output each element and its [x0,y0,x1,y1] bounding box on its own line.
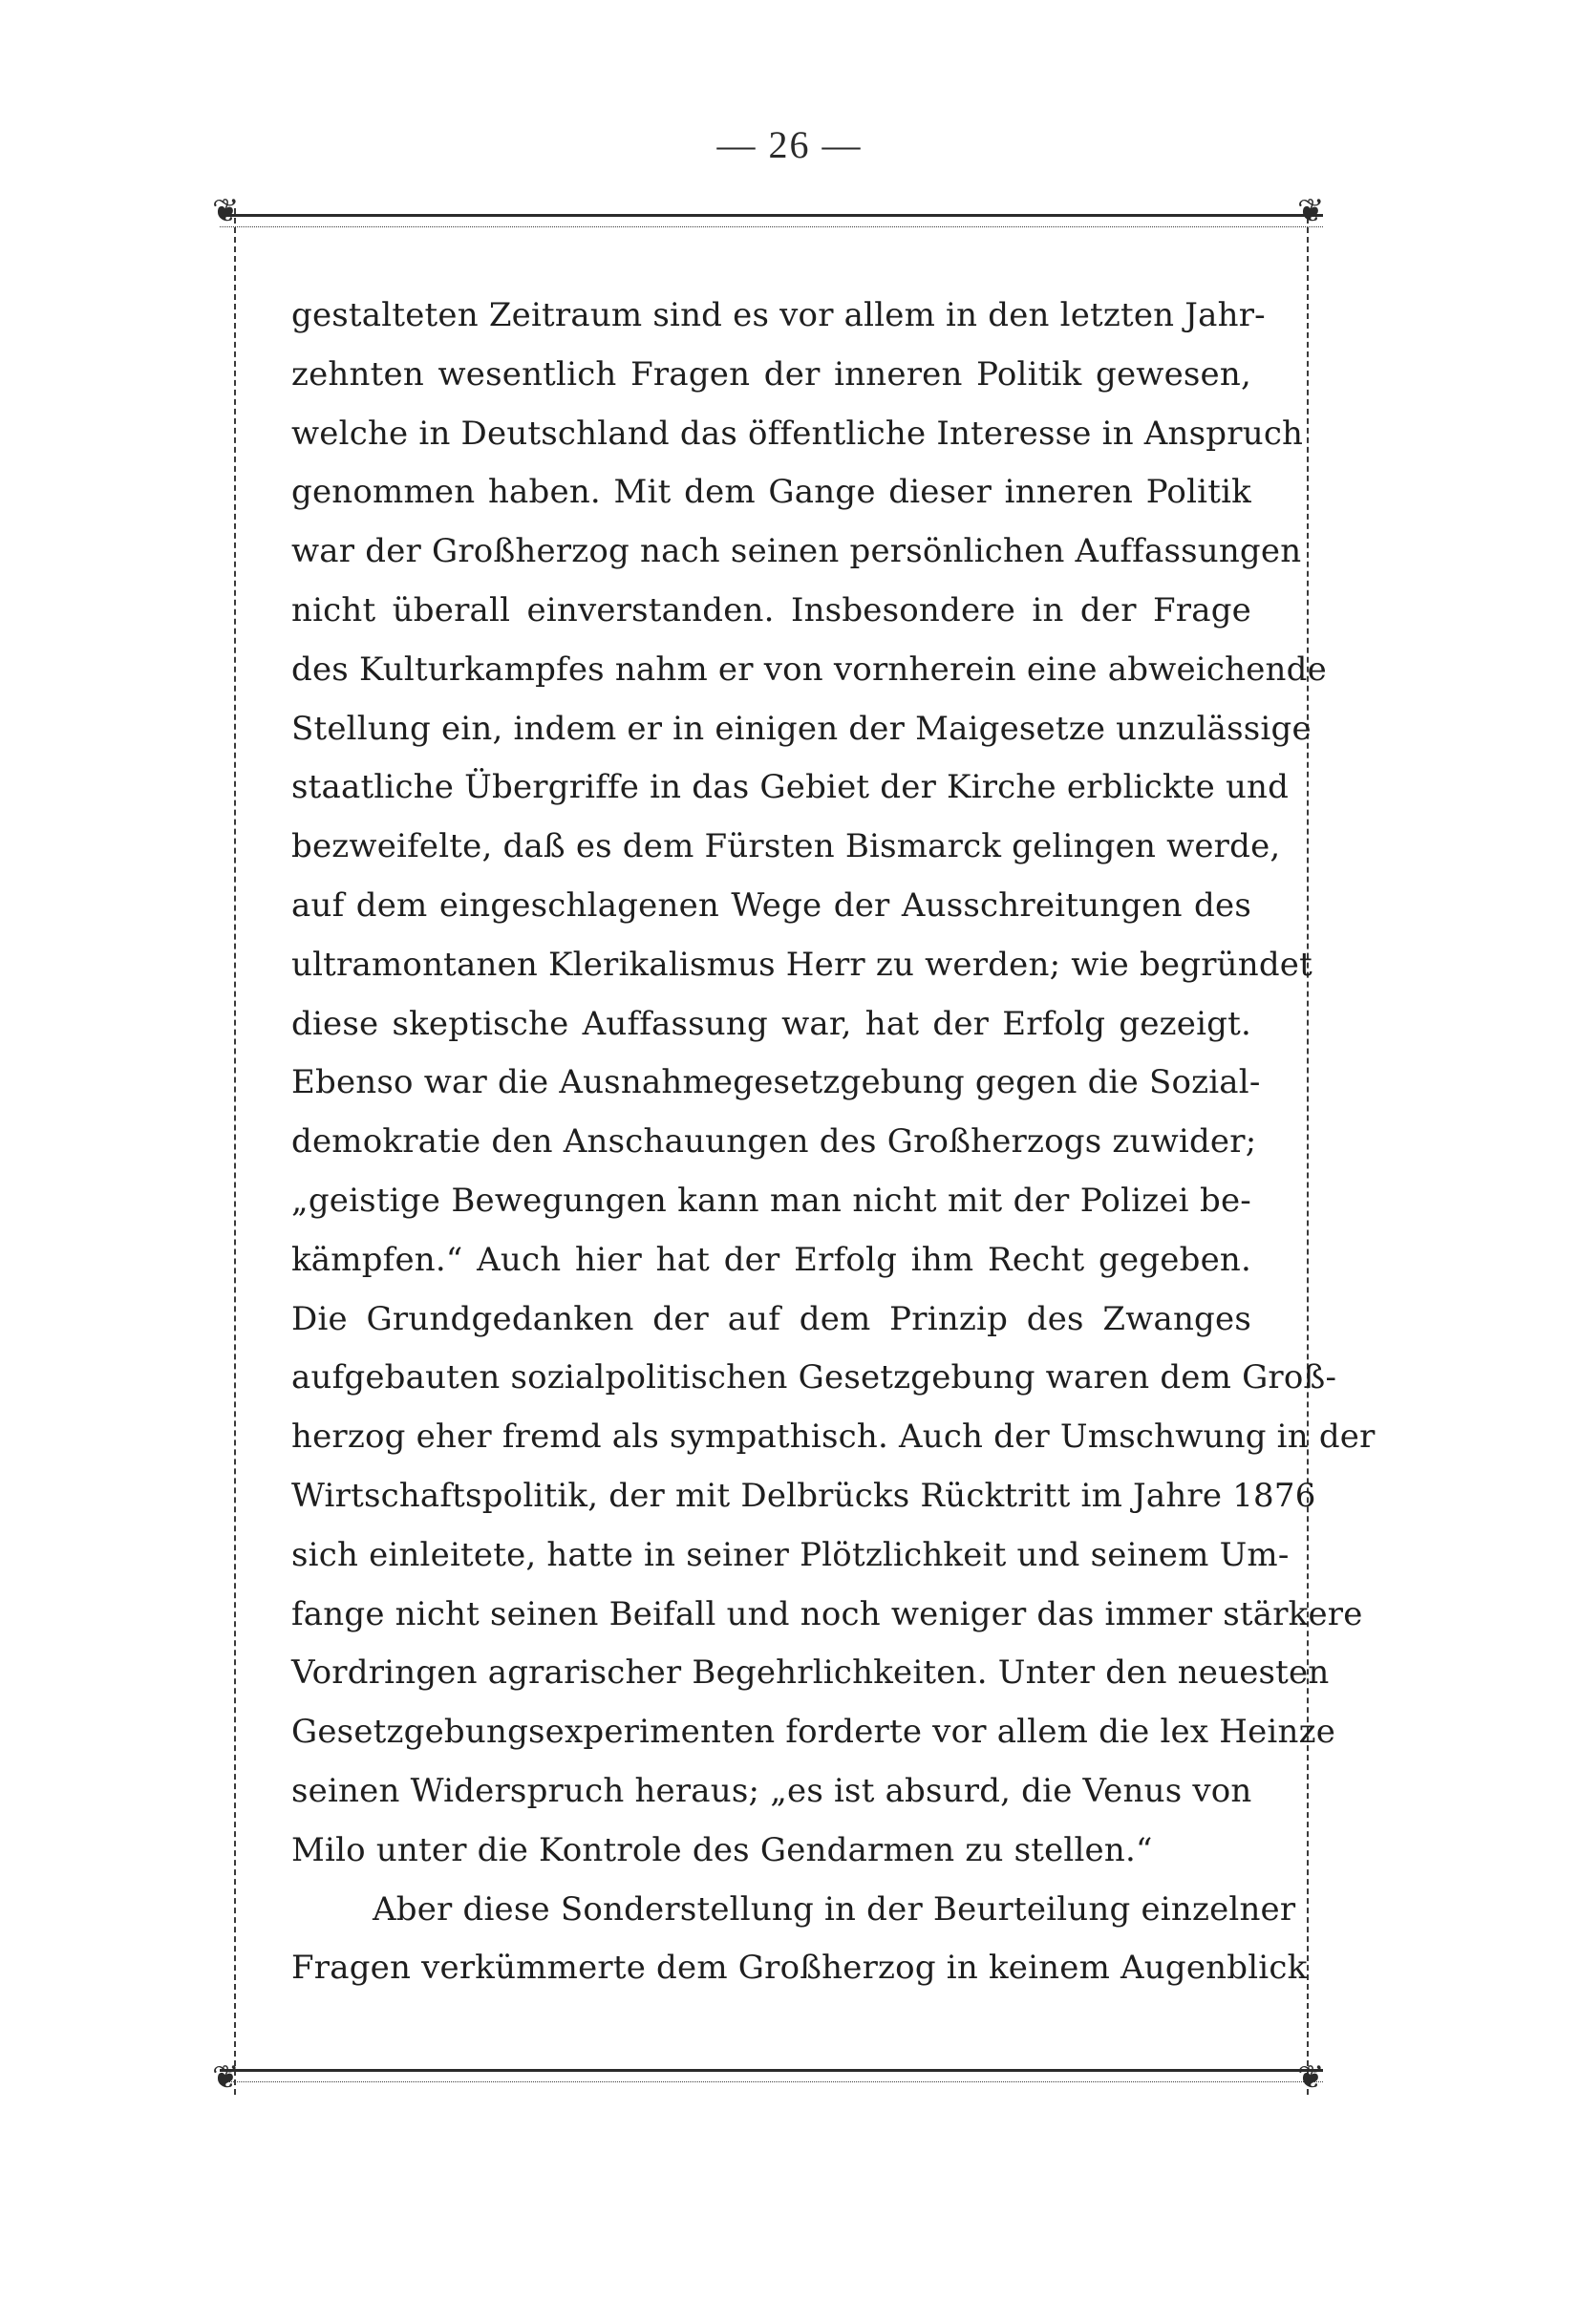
text-line: aufgebauten sozialpolitischen Gesetzgebung waren dem Groß- [291,1358,1337,1397]
text-line: Vordringen agrarischer Begehrlichkeiten. Unter den neuesten [291,1653,1330,1693]
bottom-ornamental-rule [220,2069,1323,2082]
body-text [291,287,1376,1998]
text-line: gestalteten Zeitraum sind es vor allem in den letzten Jahr- [291,296,1266,334]
text-line: genommen haben. Mit dem Gange dieser inneren Politik [291,473,1251,512]
text-line: seinen Widerspruch heraus; „es ist absurd, die Venus von [291,1771,1252,1810]
corner-ornament-top-left-icon: ❦ [212,192,240,230]
text-line: Gesetzgebungsexperimenten forderte vor allem die lex Heinze [291,1713,1336,1752]
text-line: nicht überall einverstanden. Insbesondere in der Frage [291,590,1251,629]
text-line: ultramontanen Klerikalismus Herr zu werden; wie begründet [291,945,1312,984]
text-line: Fragen verkümmerte dem Großherzog in keinem Augenblick [291,1949,1308,1988]
text-line: des Kulturkampfes nahm er von vornherein eine abweichende [291,650,1327,689]
text-line: Stellung ein, indem er in einigen der Maigesetze unzulässige [291,709,1312,748]
top-ornamental-rule [220,214,1323,227]
text-line: kämpfen.“ Auch hier hat der Erfolg ihm Recht gegeben. [291,1240,1251,1279]
text-line: zehnten wesentlich Fragen der inneren Politik gewesen, [291,354,1251,394]
paragraph-start-line: Aber diese Sonderstellung in der Beurteilung einzelner [373,1889,1296,1929]
corner-ornament-top-right-icon: ❦ [1297,192,1325,230]
page-number: — 26 — [716,123,863,166]
text-line: „geistige Bewegungen kann man nicht mit der Polizei be- [291,1181,1251,1220]
text-line: bezweifelte, daß es dem Fürsten Bismarck gelingen werde, [291,827,1281,866]
text-line: herzog eher fremd als sympathisch. Auch der Umschwung in der [291,1418,1376,1457]
text-line: Milo unter die Kontrole des Gendarmen zu stellen.“ [291,1830,1153,1869]
text-line: fange nicht seinen Beifall und noch weniger das immer stärkere [291,1594,1363,1633]
text-line: welche in Deutschland das öffentliche Interesse in Anspruch [291,414,1304,453]
corner-ornament-bottom-right-icon: ❦ [1297,2058,1325,2097]
text-line: Ebenso war die Ausnahmegesetzgebung gegen die Sozial- [291,1063,1261,1102]
corner-ornament-bottom-left-icon: ❦ [212,2058,240,2097]
text-line: staatliche Übergriffe in das Gebiet der Kirche erblickte und [291,768,1290,807]
text-line: Die Grundgedanken der auf dem Prinzip des Zwanges [291,1299,1251,1338]
text-line: auf dem eingeschlagenen Wege der Ausschreitungen des [291,885,1251,925]
text-line: diese skeptische Auffassung war, hat der Erfolg gezeigt. [291,1004,1251,1043]
text-line: Wirtschaftspolitik, der mit Delbrücks Rücktritt im Jahre 1876 [291,1476,1316,1515]
text-line: sich einleitete, hatte in seiner Plötzlichkeit und seinem Um- [291,1535,1290,1574]
text-line: demokratie den Anschauungen des Großherzogs zuwider; [291,1122,1257,1162]
text-line: war der Großherzog nach seinen persönlichen Auffassungen [291,532,1302,571]
